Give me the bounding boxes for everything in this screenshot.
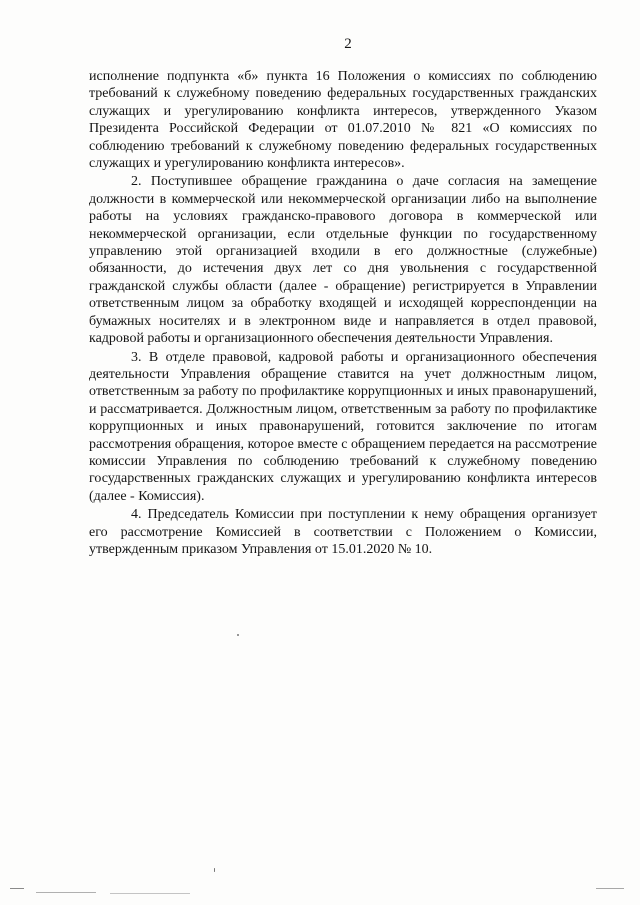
- page-number: 2: [344, 36, 352, 52]
- paragraph-3: 3. В отделе правовой, кадровой работы и организационного обеспечения деятельности Управления обращение ставится на учет должностным лицом, ответственным за работу по профилактике коррупционных и иных правонарушений, и рассматривается. Должностным лицом, ответственным за работу по профилактике коррупционных и иных правонарушений, готовится заключение по итогам рассмотрения обращения, которое вместе с обращением передается на рассмотрение комиссии Управления по соблюдению требований к служебному поведению государственных гражданских служащих и урегулированию конфликта интересов (далее - Комиссия).: [89, 349, 597, 504]
- scan-edge-mark: [36, 892, 96, 893]
- paragraph-4: 4. Председатель Комиссии при поступлении к нему обращения организует его рассмотрение Комиссией в соответствии с Положением о Комиссии, утвержденным приказом Управления от 15.01.2020 № 10.: [89, 507, 597, 557]
- scan-edge-mark: [110, 893, 190, 894]
- scan-speck: [237, 634, 239, 636]
- paragraph-2: 2. Поступившее обращение гражданина о даче согласия на замещение должности в коммерческой или некоммерческой организации либо на выполнение работы на условиях гражданско-правового договора в коммерческой или некоммерческой организации, если отдельные функции по государственному управлению этой организацией входили в его должностные (служебные) обязанности, до истечения двух лет со дня увольнения с государственной гражданской службы области (далее - обращение) регистрируется в Управлении ответственным лицом за обработку входящей и исходящей корреспонденции на бумажных носителях и в электронном виде и направляется в отдел правовой, кадровой работы и организационного обеспечения деятельности Управления.: [89, 174, 597, 347]
- document-body: [89, 68, 597, 558]
- scan-edge-mark: [596, 888, 624, 889]
- paragraph-continuation: исполнение подпункта «б» пункта 16 Положения о комиссиях по соблюдению требований к служебному поведению федеральных государственных гражданских служащих и урегулированию конфликта интересов, утвержденного Указом Президента Российской Федерации от 01.07.2010 № 821 «О комиссиях по соблюдению требований к служебному поведению федеральных государственных служащих и урегулированию конфликта интересов».: [89, 69, 597, 172]
- scan-speck: [214, 868, 215, 872]
- scan-edge-mark: [10, 888, 24, 889]
